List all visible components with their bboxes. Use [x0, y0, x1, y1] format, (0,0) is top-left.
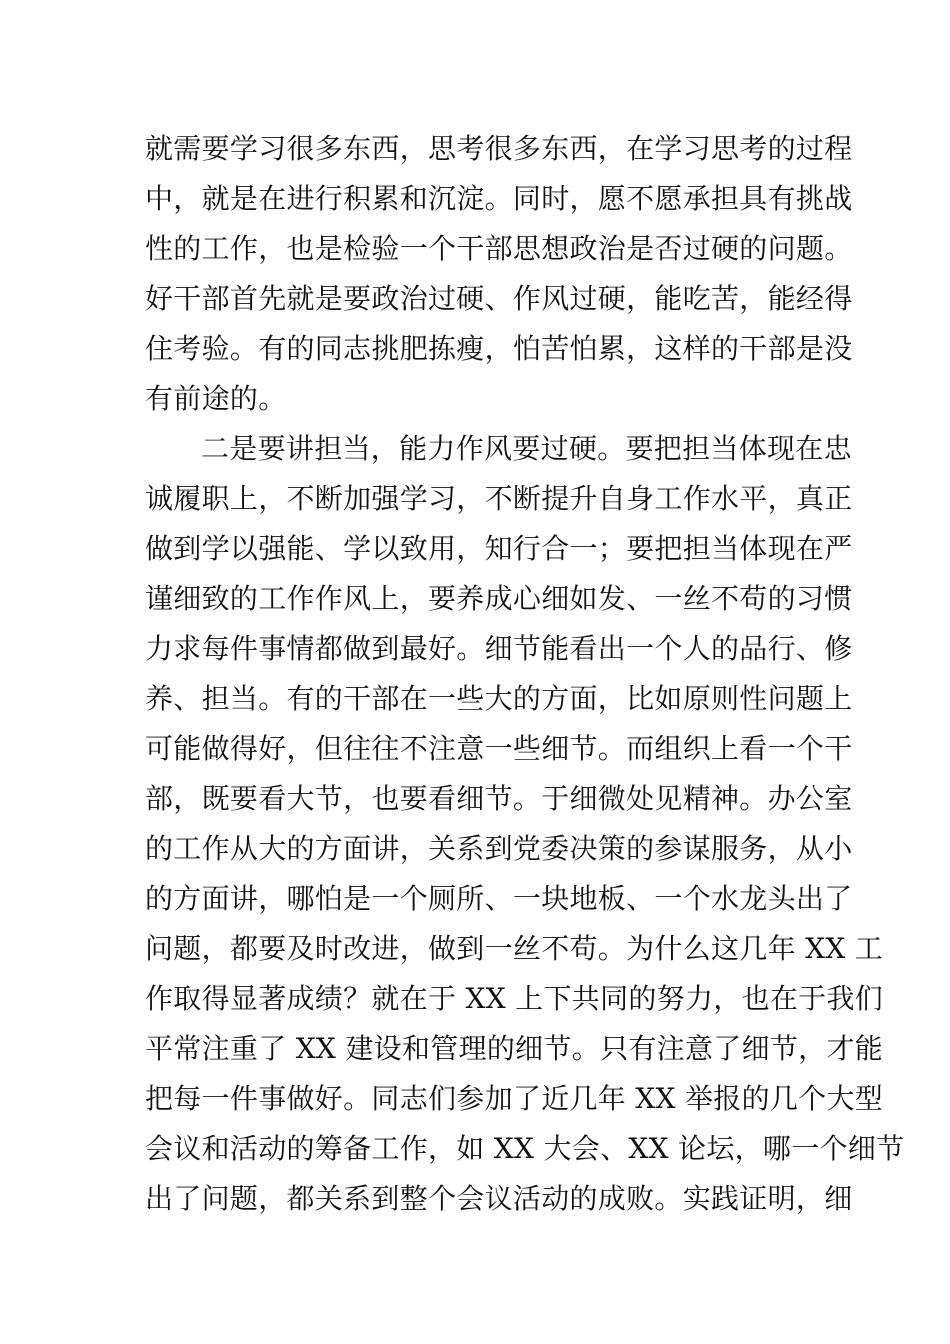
text-line: 住考验。有的同志挑肥拣瘦，怕苦怕累，这样的干部是没	[145, 332, 853, 365]
text-line: 就需要学习很多东西，思考很多东西，在学习思考的过程	[145, 132, 853, 165]
text-line: 可能做得好，但往往不注意一些细节。而组织上看一个干	[145, 732, 853, 765]
text-line: 有前途的。	[145, 382, 287, 415]
text-line: 好干部首先就是要政治过硬、作风过硬，能吃苦，能经得	[145, 282, 853, 315]
text-line: 养、担当。有的干部在一些大的方面，比如原则性问题上	[145, 682, 853, 715]
text-line: 中，就是在进行积累和沉淀。同时，愿不愿承担具有挑战	[145, 182, 853, 215]
text-line: 的工作从大的方面讲，关系到党委决策的参谋服务，从小	[145, 832, 853, 865]
text-line: 诚履职上，不断加强学习，不断提升自身工作水平，真正	[145, 482, 853, 515]
text-line: 会议和活动的筹备工作，如 XX 大会、XX 论坛，哪一个细节	[145, 1132, 905, 1165]
text-line: 谨细致的工作作风上，要养成心细如发、一丝不苟的习惯	[145, 582, 853, 615]
text-line: 部，既要看大节，也要看细节。于细微处见精神。办公室	[145, 782, 853, 815]
text-line: 把每一件事做好。同志们参加了近几年 XX 举报的几个大型	[145, 1082, 884, 1115]
text-line: 的方面讲，哪怕是一个厕所、一块地板、一个水龙头出了	[145, 882, 853, 915]
text-line: 作取得显著成绩？就在于 XX 上下共同的努力，也在于我们	[145, 982, 884, 1015]
text-line: 出了问题，都关系到整个会议活动的成败。实践证明，细	[145, 1182, 853, 1215]
text-line: 做到学以强能、学以致用，知行合一；要把担当体现在严	[145, 532, 853, 565]
text-line: 问题，都要及时改进，做到一丝不苟。为什么这几年 XX 工	[145, 932, 884, 965]
text-line: 力求每件事情都做到最好。细节能看出一个人的品行、修	[145, 632, 853, 665]
text-line: 平常注重了 XX 建设和管理的细节。只有注意了细节，才能	[145, 1032, 884, 1065]
paragraph-first-line: 二是要讲担当，能力作风要过硬。要把担当体现在忠	[201, 432, 852, 465]
text-line: 性的工作，也是检验一个干部思想政治是否过硬的问题。	[145, 232, 853, 265]
